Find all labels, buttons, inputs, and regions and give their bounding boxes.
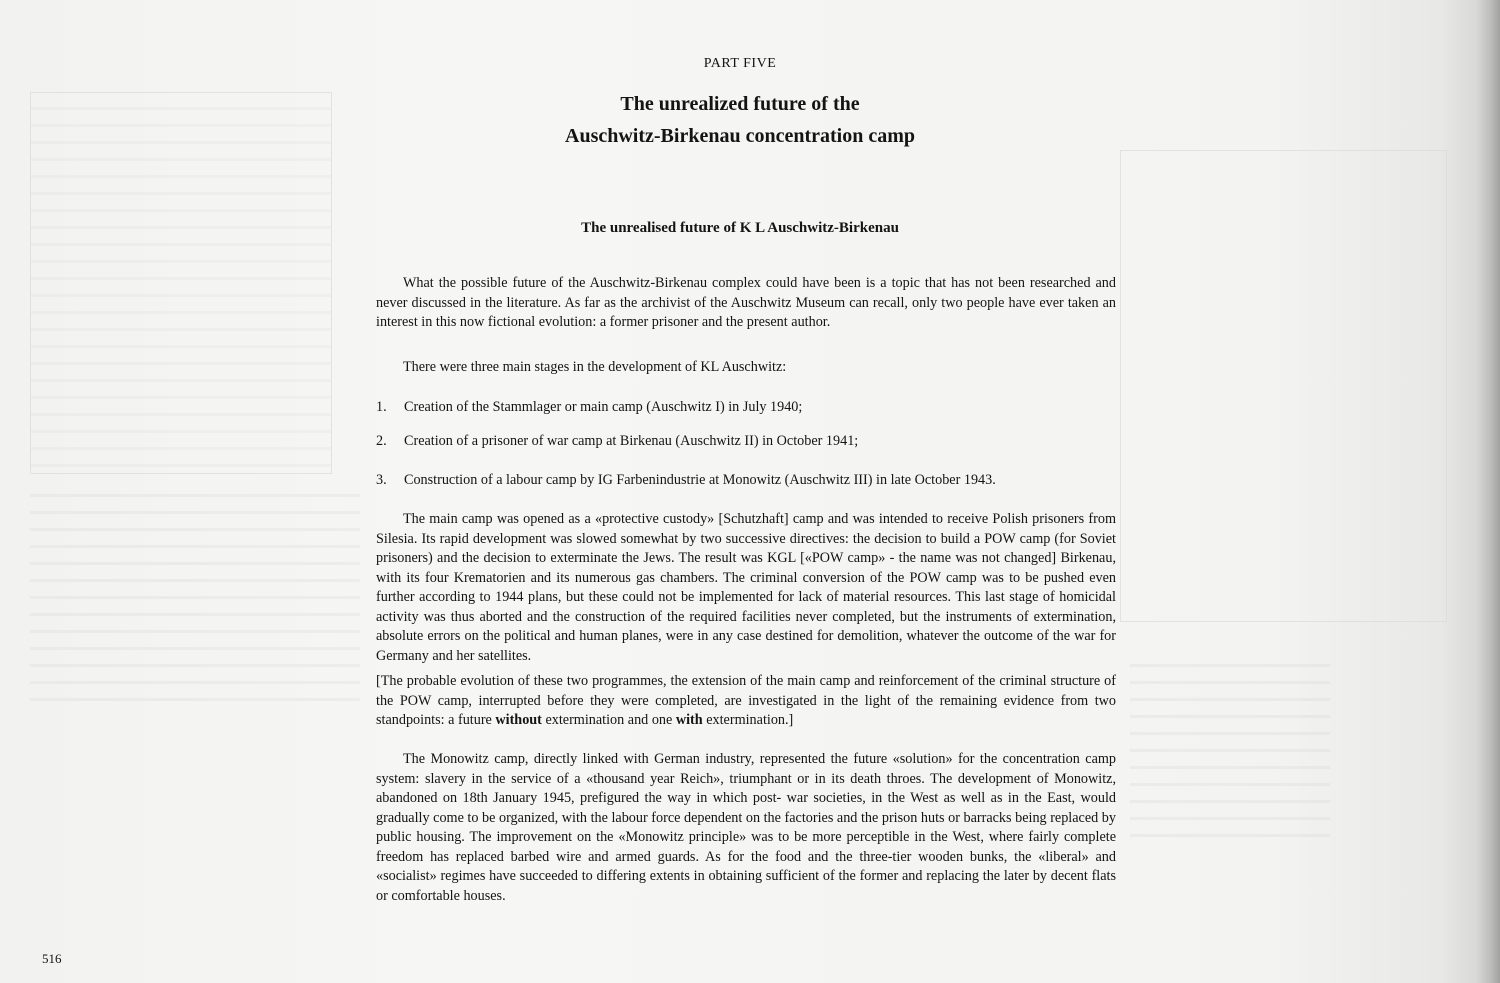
intro-paragraph [376,274,1116,333]
intro-text: What the possible future of the Auschwitz-Birkenau complex could have been is a topic that has not been researched and never discussed in the literature. As far as the archivist of the Auschwitz Museum can recall, only two people have ever taken an interest in this now fictional evolution: a former prisoner and the present author. [376,275,1116,330]
stages-lead-paragraph [376,358,1116,378]
monowitz-text: The Monowitz camp, directly linked with German industry, represented the future «solution» for the concentration camp system: slavery in the service of a «thousand year Reich», triumphant or in its death throes. The development of Monowitz, abandoned on 18th January 1945, prefigured the way in which post- war societies, in the West as well as in the East, would gradually come to be organized, with the labour force dependent on the factories and the prison huts or barracks being replaced by public housing. The improvement on the «Monowitz principle» was to be more perceptible in the West, where fairly complete freedom has replaced barbed wire and armed guards. As for the food and the three-tier wooden bunks, the «liberal» and «socialist» regimes have succeeded to differing extents in obtaining sufficient of the former and replacing the later by decent flats or comfortable houses. [376,751,1116,904]
list-item-number: 3. [376,472,387,488]
list-item-number: 2. [376,433,387,449]
list-item-number: 1. [376,399,387,415]
probable-evolution-text: [The probable evolution of these two programmes, the extension of the main camp and reinforcement of the criminal structure of the POW camp, interrupted before they were completed, are investigated in the light of the remaining evidence from two standpoints: a future without extermination and one with extermination.] [376,673,1116,728]
emphasis-with: with [675,712,703,728]
list-item [376,471,1116,490]
emphasis-without: without [495,712,542,728]
section-title: The unrealised future of K L Auschwitz-Birkenau [581,220,899,236]
list-item [376,432,1116,451]
show-through-right-list [1130,650,1330,850]
list-item-text: Creation of a prisoner of war camp at Birkenau (Auschwitz II) in October 1941; [404,433,859,449]
list-item-text: Construction of a labour camp by IG Farbenindustrie at Monowitz (Auschwitz III) in late October 1943. [404,472,996,488]
list-item-text: Creation of the Stammlager or main camp (Auschwitz I) in July 1940; [404,399,803,415]
monowitz-paragraph [376,750,1116,906]
probable-evolution-paragraph [376,672,1116,731]
chapter-title-line-2: Auschwitz-Birkenau concentration camp [565,125,915,147]
list-item [376,398,1116,417]
main-camp-text: The main camp was opened as a «protective custody» [Schutzhaft] camp and was intended to receive Polish prisoners from Silesia. Its rapid development was slowed somewhat by two successive directives: the decision to build a POW camp (for Soviet prisoners) and the decision to exterminate the Jews. The result was KGL [«POW camp» - the name was not changed] Birkenau, with its four Krematorien and its numerous gas chambers. The criminal conversion of the POW camp was to be pushed even further according to 1944 plans, but these could not be implemented for lack of material resources. This last stage of homicidal activity was thus aborted and the construction of the required facilities never completed, but the instruments of extermination, absolute errors on the political and human planes, were in any case destined for demolition, whatever the outcome of the war for Germany and her satellites. [376,511,1116,664]
stages-lead-text: There were three main stages in the development of KL Auschwitz: [403,359,787,375]
main-camp-paragraph [376,510,1116,666]
chapter-title-line-1: The unrealized future of the [620,93,860,115]
show-through-lower-text [30,480,360,710]
chapter-title [0,88,1480,152]
part-label: PART FIVE [703,56,777,71]
page-number: 516 [42,951,62,966]
